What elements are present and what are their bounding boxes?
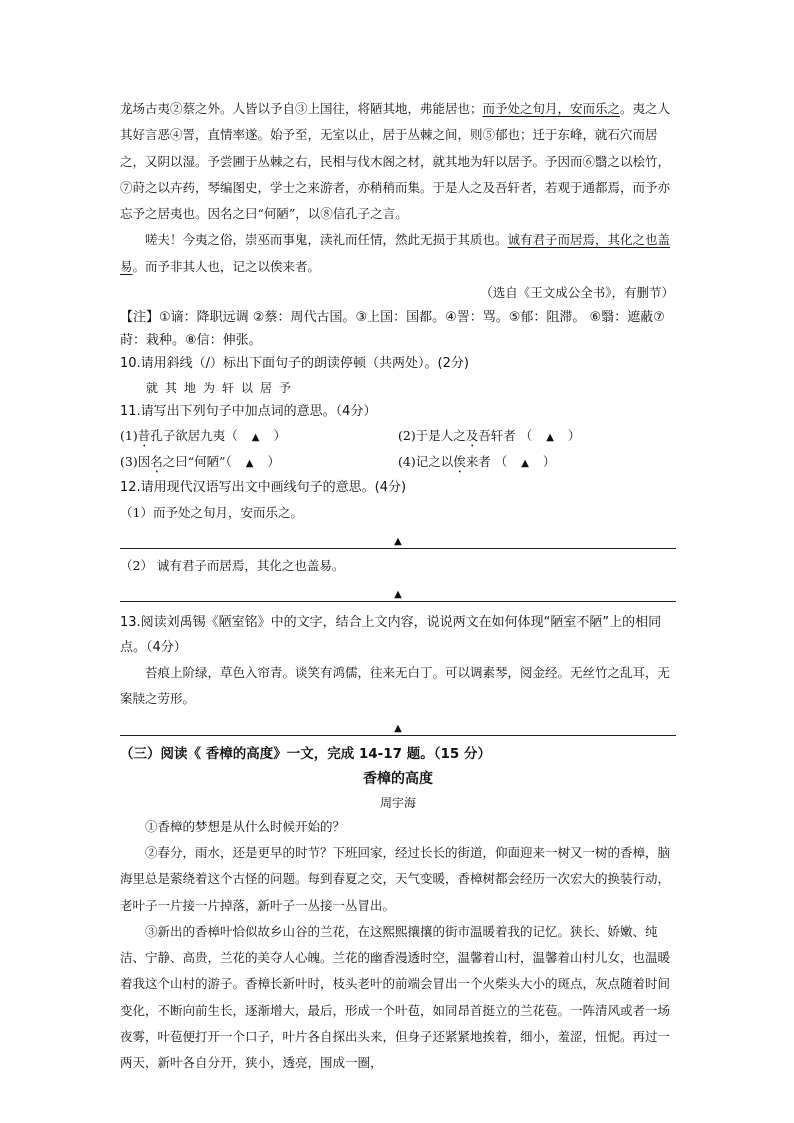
essay-title: 香樟的高度 <box>363 770 433 787</box>
answer-blank-triangle[interactable]: ▲ <box>521 458 529 470</box>
underlined-sentence-1: 而予处之旬月，安而乐之 <box>482 101 621 116</box>
classical-paragraph-2 <box>120 227 676 280</box>
answer-blank-triangle[interactable]: ▲ <box>251 432 260 444</box>
question-10-stem: 10.请用斜线（/）标出下面句子的朗读停顿（共两处）。(2分) <box>120 356 469 372</box>
answer-triangle: ▲ <box>394 722 402 734</box>
answer-line[interactable] <box>120 713 676 736</box>
source-citation: （选自《王文成公全书》，有删节） <box>480 285 674 301</box>
answer-triangle: ▲ <box>394 589 402 601</box>
question-11-stem: 11.请写出下列句子中加点词的意思。（4分） <box>120 404 377 420</box>
document-page <box>120 96 676 1077</box>
q11-item-4: (4)记之以俟来者 （ ▲ ） <box>398 450 676 476</box>
question-13-stem: 13.阅读刘禹锡《陋室铭》中的文字，结合上文内容，说说两文在如何体现“陋室不陋”上的相同点。（4分） <box>120 615 662 656</box>
essay-paragraph-2: ②春分，雨水，还是更早的时节？下班回家，经过长长的街道，仰面迎来一树又一树的香樟，脑海里总是萦绕着这个古怪的问题。每到春夏之交，天气变暖，香樟树都会经历一次宏大的换装行动，老叶子一片接一片掉落，新叶子一丛接一丛冒出。 <box>120 844 671 913</box>
essay-author: 周宇海 <box>379 795 416 810</box>
annotation-notes: 【注】①谪：降职远调 ②蔡：周代古国。③上国：国都。④詈：骂。⑤郁：阻滞。 ⑥翳：遮蔽⑦莳：栽种。⑧信：伸张。 <box>120 310 665 349</box>
text: 龙场古夷②蔡之外。人皆以予自③上国往，将陋其地，弗能居也； <box>120 101 483 116</box>
answer-blank-triangle[interactable]: ▲ <box>245 458 254 470</box>
q11-item-1: (1)昔孔子欲居九夷（ ▲ ） <box>120 424 398 450</box>
q12-sentence-1: （1）而予处之旬月，安而乐之。 <box>120 505 303 521</box>
q13-quote: 苔痕上阶绿，草色入帘青。谈笑有鸿儒，往来无白丁。可以调素琴，阅金经。无丝竹之乱耳，无案牍之劳形。 <box>120 665 671 707</box>
q11-item-2: (2)于是人之及吾轩者 （ ▲ ） <box>398 424 676 450</box>
text: 嗟夫！今夷之俗，崇巫而事鬼，渎礼而任情，然此无损于其质也。 <box>145 232 508 248</box>
essay-paragraph-3: ③新出的香樟叶恰似故乡山谷的兰花，在这熙熙攘攘的街市温暖着我的记忆。狭长、娇嫩、纯洁、宁静、高贵，兰花的美夺人心魄。兰花的幽香漫透时空，温馨着山村，温馨着山村儿女，也温暖着我这个山村的游子。香樟长新叶时，枝头老叶的前端会冒出一个火柴头大小的斑点，灰点随着时间变化，不断向前生长，逐渐增大，最后，形成一个叶苞，如同昂首挺立的兰花苞。一阵清风或者一场夜雾，叶苞便打开一个口子，叶片各自探出头来，但身子还紧紧地挨着，细小，羞涩，忸怩。再过一两天，新叶各自分开，狭小，透亮，围成一圈， <box>120 923 671 1071</box>
q11-row-1 <box>120 424 676 450</box>
q12-sentence-2: （2） 诚有君子而居焉，其化之也盖易。 <box>120 558 345 574</box>
text: 。而予非其人也，记之以俟来者。 <box>132 258 321 274</box>
underlined-sentence-2: 诚有君子而居焉，其化之也盖易 <box>120 232 671 274</box>
q11-row-2 <box>120 450 676 476</box>
answer-triangle: ▲ <box>394 536 402 548</box>
section-3-heading: （三）阅读《 香樟的高度》一文，完成 14-17 题。（15 分） <box>120 745 492 762</box>
answer-blank-triangle[interactable]: ▲ <box>546 432 554 444</box>
text: 。夷之人其好言恶④詈，直情率遂。始予至，无室以止，居于丛棘之间，则⑤郁也；迁于东峰，就石穴而居之，又阴以湿。予尝圃于丛棘之右，民相与伐木阁之材，就其地为轩以居予。予因而⑥翳之以桧竹，⑦莳之以卉药，琴编图史，学士之来游者，亦稍稍而集。于是人之及吾轩者，若观于通都焉，而予亦忘予之居夷也。因名之曰“何陋”，以⑧信孔子之言。 <box>120 101 671 222</box>
q10-sentence: 就其地为轩以居予 <box>146 381 299 396</box>
essay-paragraph-1: ①香樟的梦想是从什么时候开始的？ <box>145 818 346 834</box>
classical-paragraph-1 <box>120 96 676 227</box>
answer-line[interactable] <box>120 579 676 602</box>
q11-item-3: (3)因名之曰“何陋”（ ▲ ） <box>120 450 398 476</box>
answer-line[interactable] <box>120 526 676 549</box>
question-12-stem: 12.请用现代汉语写出文中画线句子的意思。(4分) <box>120 480 407 496</box>
